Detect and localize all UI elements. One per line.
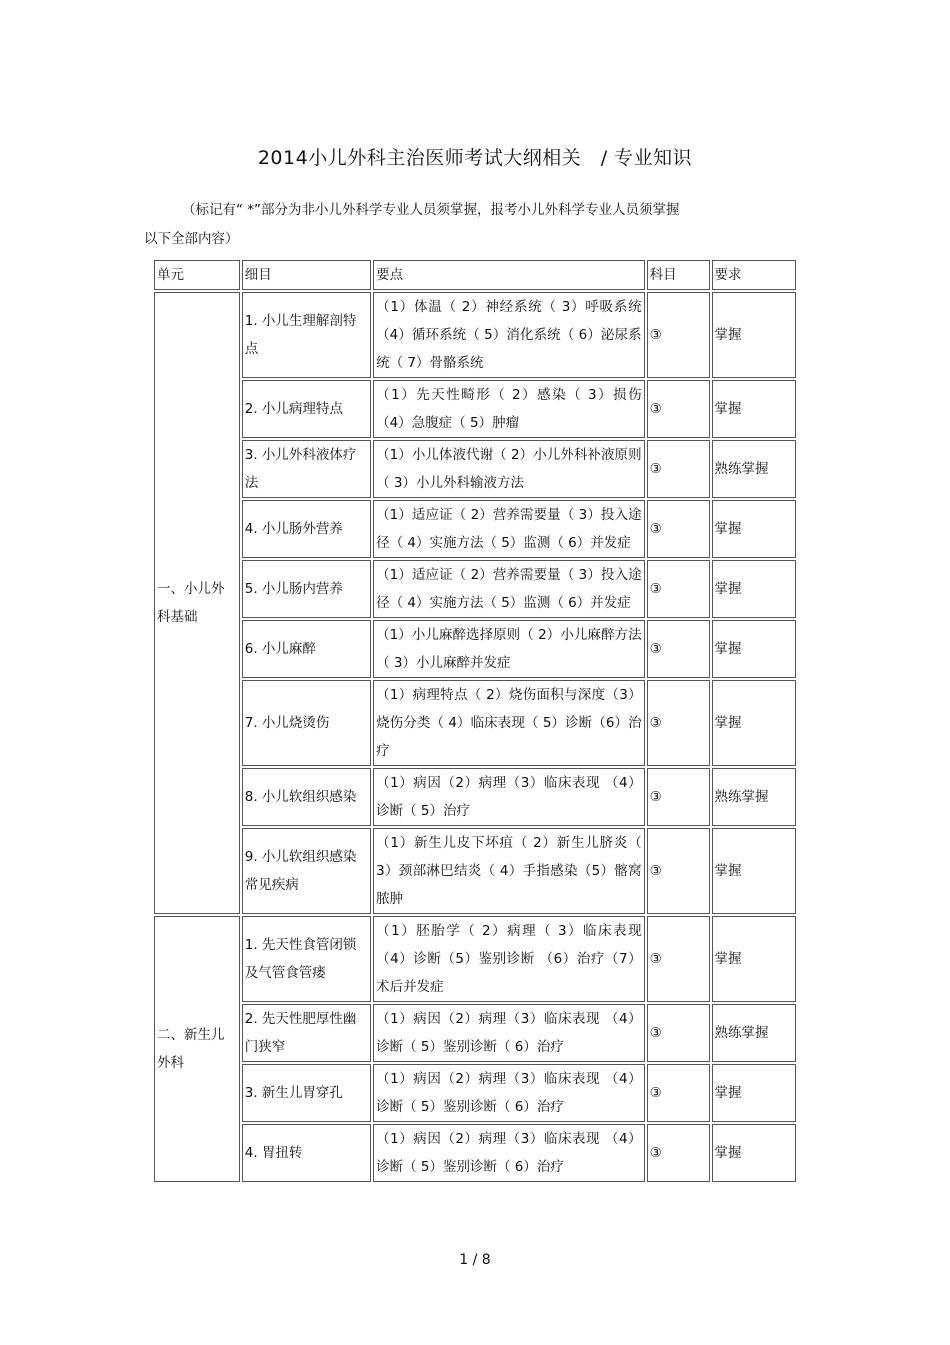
detail-cell: 1. 先天性食管闭锁及气管食管瘘	[242, 916, 371, 1002]
points-cell: （1）小儿麻醉选择原则（ 2）小儿麻醉方法（ 3）小儿麻醉并发症	[373, 620, 644, 678]
subject-cell: ③	[647, 292, 710, 378]
points-cell: （1）病理特点（ 2）烧伤面积与深度（3）烧伤分类（ 4）临床表现（ 5）诊断（6）治疗	[373, 680, 644, 766]
note-line-2: 以下全部内容）	[144, 231, 239, 247]
points-cell: （1）新生儿皮下坏疽（ 2）新生儿脐炎（ 3）颈部淋巴结炎（ 4）手指感染（5）髂窝脓肿	[373, 828, 644, 914]
requirement-cell: 掌握	[712, 1124, 796, 1182]
requirement-cell: 掌握	[712, 292, 796, 378]
detail-cell: 6. 小儿麻醉	[242, 620, 371, 678]
page-number: 1 / 8	[459, 1252, 491, 1268]
points-cell: （1）病因（2）病理（3）临床表现 （4）诊断（ 5）鉴别诊断（ 6）治疗	[373, 1064, 644, 1122]
requirement-cell: 掌握	[712, 380, 796, 438]
subject-cell: ③	[647, 440, 710, 498]
table-row	[154, 292, 796, 378]
detail-cell: 4. 小儿肠外营养	[242, 500, 371, 558]
detail-cell: 8. 小儿软组织感染	[242, 768, 371, 826]
subject-cell: ③	[647, 768, 710, 826]
table-row	[154, 560, 796, 618]
points-cell: （1）病因（2）病理（3）临床表现 （4）诊断（ 5）鉴别诊断（ 6）治疗	[373, 1124, 644, 1182]
detail-cell: 7. 小儿烧烫伤	[242, 680, 371, 766]
requirement-cell: 掌握	[712, 500, 796, 558]
points-cell: （1）胚胎学（ 2）病理（ 3）临床表现（4）诊断（5）鉴别诊断 （6）治疗（7）术后并发症	[373, 916, 644, 1002]
points-cell: （1）先天性畸形（ 2）感染（ 3）损伤（4）急腹症（ 5）肿瘤	[373, 380, 644, 438]
requirement-cell: 掌握	[712, 560, 796, 618]
table-header-row	[154, 260, 796, 290]
subject-cell: ③	[647, 1124, 710, 1182]
table-row	[154, 1064, 796, 1122]
points-cell: （1）病因（2）病理（3）临床表现 （4）诊断（ 5）鉴别诊断（ 6）治疗	[373, 1004, 644, 1062]
subject-cell: ③	[647, 380, 710, 438]
syllabus-table	[152, 258, 798, 1184]
detail-cell: 3. 小儿外科液体疗法	[242, 440, 371, 498]
detail-cell: 3. 新生儿胃穿孔	[242, 1064, 371, 1122]
header-requirement: 要求	[712, 260, 796, 290]
note-line-1: （标记有“ *”部分为非小儿外科学专业人员须掌握，报考小儿外科学专业人员须掌握	[182, 202, 680, 218]
detail-cell: 2. 先天性肥厚性幽门狭窄	[242, 1004, 371, 1062]
table-row	[154, 1124, 796, 1182]
subject-cell: ③	[647, 1064, 710, 1122]
requirement-cell: 掌握	[712, 620, 796, 678]
points-cell: （1）小儿体液代谢（ 2）小儿外科补液原则（ 3）小儿外科输液方法	[373, 440, 644, 498]
subject-cell: ③	[647, 680, 710, 766]
detail-cell: 4. 胃扭转	[242, 1124, 371, 1182]
table-row	[154, 500, 796, 558]
points-cell: （1）病因（2）病理（3）临床表现 （4）诊断（ 5）治疗	[373, 768, 644, 826]
subject-cell: ③	[647, 500, 710, 558]
points-cell: （1）适应证（ 2）营养需要量（ 3）投入途径（ 4）实施方法（ 5）监测（ 6）并发症	[373, 500, 644, 558]
requirement-cell: 熟练掌握	[712, 1004, 796, 1062]
page-title: 2014小儿外科主治医师考试大纲相关 / 专业知识	[257, 147, 693, 169]
detail-cell: 1. 小儿生理解剖特点	[242, 292, 371, 378]
subject-cell: ③	[647, 916, 710, 1002]
table-row	[154, 768, 796, 826]
subject-cell: ③	[647, 560, 710, 618]
subject-cell: ③	[647, 1004, 710, 1062]
unit-cell: 二、新生儿外科	[154, 916, 240, 1182]
detail-cell: 2. 小儿病理特点	[242, 380, 371, 438]
table-row	[154, 1004, 796, 1062]
header-points: 要点	[373, 260, 644, 290]
requirement-cell: 掌握	[712, 916, 796, 1002]
header-detail: 细目	[242, 260, 371, 290]
unit-cell: 一、小儿外科基础	[154, 292, 240, 914]
requirement-cell: 掌握	[712, 1064, 796, 1122]
table-row	[154, 620, 796, 678]
header-subject: 科目	[647, 260, 710, 290]
subject-cell: ③	[647, 828, 710, 914]
table-row	[154, 440, 796, 498]
detail-cell: 9. 小儿软组织感染常见疾病	[242, 828, 371, 914]
subject-cell: ③	[647, 620, 710, 678]
requirement-cell: 掌握	[712, 828, 796, 914]
requirement-cell: 熟练掌握	[712, 768, 796, 826]
requirement-cell: 掌握	[712, 680, 796, 766]
points-cell: （1）适应证（ 2）营养需要量（ 3）投入途径（ 4）实施方法（ 5）监测（ 6）并发症	[373, 560, 644, 618]
table-row	[154, 828, 796, 914]
requirement-cell: 熟练掌握	[712, 440, 796, 498]
table-row	[154, 380, 796, 438]
table-row	[154, 916, 796, 1002]
detail-cell: 5. 小儿肠内营养	[242, 560, 371, 618]
table-row	[154, 680, 796, 766]
points-cell: （1）体温（ 2）神经系统（ 3）呼吸系统（4）循环系统（ 5）消化系统（ 6）泌尿系统（ 7）骨骼系统	[373, 292, 644, 378]
header-unit: 单元	[154, 260, 240, 290]
